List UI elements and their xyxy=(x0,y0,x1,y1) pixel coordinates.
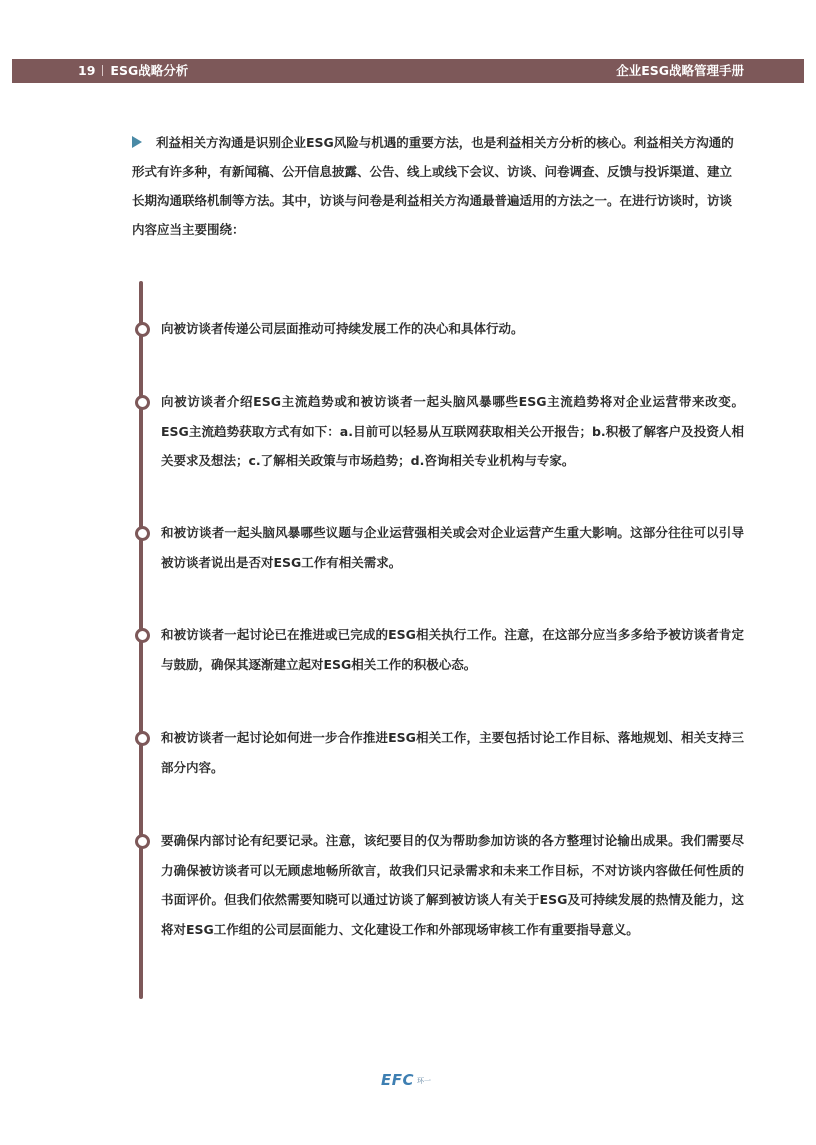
intro-paragraph xyxy=(132,128,744,244)
logo-small-text: 环一 xyxy=(417,1077,432,1085)
timeline-dot-icon xyxy=(135,628,150,643)
timeline-item-text: 向被访谈者传递公司层面推动可持续发展工作的决心和具体行动。 xyxy=(161,321,524,336)
timeline-item-text: 和被访谈者一起讨论已在推进或已完成的ESG相关执行工作。注意，在这部分应当多多给予被访谈者肯定与鼓励，确保其逐渐建立起对ESG相关工作的积极心态。 xyxy=(161,627,744,672)
timeline-dot-icon xyxy=(135,731,150,746)
triangle-bullet-icon xyxy=(132,136,142,148)
timeline-item-text: 和被访谈者一起头脑风暴哪些议题与企业运营强相关或会对企业运营产生重大影响。这部分往往可以引导被访谈者说出是否对ESG工作有相关需求。 xyxy=(161,525,744,570)
timeline-dot-icon xyxy=(135,322,150,337)
timeline-item xyxy=(132,723,744,782)
timeline-item-text: 和被访谈者一起讨论如何进一步合作推进ESG相关工作，主要包括讨论工作目标、落地规划、相关支持三部分内容。 xyxy=(161,730,744,775)
timeline-item xyxy=(132,826,744,944)
intro-text: 利益相关方沟通是识别企业ESG风险与机遇的重要方法，也是利益相关方分析的核心。利益相关方沟通的形式有许多种，有新闻稿、公开信息披露、公告、线上或线下会议、访谈、问卷调查、反馈与投诉渠道、建立长期沟通联络机制等方法。其中，访谈与问卷是利益相关方沟通最普遍适用的方法之一。在进行访谈时，访谈内容应当主要围绕： xyxy=(132,135,734,237)
timeline-dot-icon xyxy=(135,526,150,541)
timeline-dot-icon xyxy=(135,834,150,849)
timeline-item xyxy=(132,387,744,476)
header-left xyxy=(78,59,188,83)
section-title: ESG战略分析 xyxy=(110,63,189,78)
page-number: 19 xyxy=(78,63,96,78)
timeline-item xyxy=(132,620,744,679)
manual-title: 企业ESG战略管理手册 xyxy=(616,63,744,78)
header-bar xyxy=(12,59,804,83)
timeline-item xyxy=(132,314,744,344)
efc-logo xyxy=(381,1070,431,1090)
header-divider xyxy=(102,65,103,76)
timeline-item-text: 要确保内部讨论有纪要记录。注意，该纪要目的仅为帮助参加访谈的各方整理讨论输出成果。我们需要尽力确保被访谈者可以无顾虑地畅所欲言，故我们只记录需求和未来工作目标，不对访谈内容做任何性质的书面评价。但我们依然需要知晓可以通过访谈了解到被访谈人有关于ESG及可持续发展的热情及能力，这将对ESG工作组的公司层面能力、文化建设工作和外部现场审核工作有重要指导意义。 xyxy=(161,833,744,937)
timeline-item-text: 向被访谈者介绍ESG主流趋势或和被访谈者一起头脑风暴哪些ESG主流趋势将对企业运营带来改变。ESG主流趋势获取方式有如下：a.目前可以轻易从互联网获取相关公开报告；b.积极了解客户及投资人相关要求及想法；c.了解相关政策与市场趋势；d.咨询相关专业机构与专家。 xyxy=(161,394,744,468)
logo-text: EFC xyxy=(381,1071,415,1089)
timeline-dot-icon xyxy=(135,395,150,410)
timeline-item xyxy=(132,518,744,577)
